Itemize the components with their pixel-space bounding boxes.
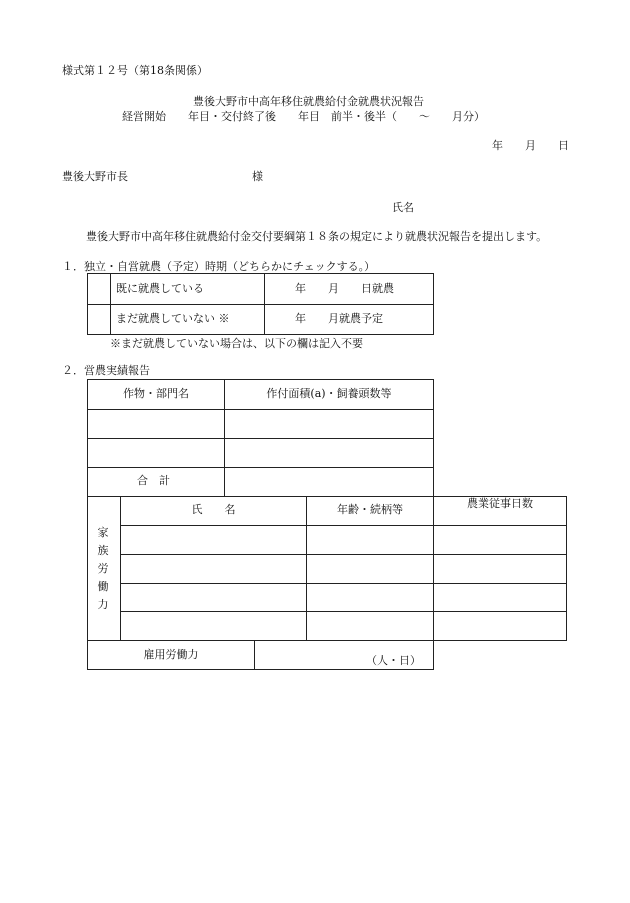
col-name-header: 氏 名: [191, 503, 236, 516]
hired-labor-label: 雇用労働力: [143, 648, 199, 661]
already-farming-label: 既に就農している: [116, 282, 204, 295]
family-days-1[interactable]: [434, 526, 566, 554]
total-input[interactable]: [225, 468, 433, 496]
family-days-2[interactable]: [434, 555, 566, 583]
checkbox-not-yet-farming[interactable]: [88, 305, 110, 334]
family-age-1[interactable]: [307, 526, 433, 554]
checkbox-already-farming[interactable]: [88, 274, 110, 304]
area-input-2[interactable]: [225, 439, 433, 467]
col-crop-header: 作物・部門名: [123, 387, 189, 400]
section2-heading: ２．営農実績報告: [62, 364, 150, 377]
family-labor-label: 家族労働力: [97, 526, 109, 611]
crop-input-1[interactable]: [88, 410, 224, 438]
crop-input-2[interactable]: [88, 439, 224, 467]
family-age-2[interactable]: [307, 555, 433, 583]
area-input-1[interactable]: [225, 410, 433, 438]
date-line: 年 月 日: [492, 139, 569, 152]
family-name-1[interactable]: [121, 526, 306, 554]
applicant-name-label: 氏名: [392, 201, 414, 214]
col-days-header: 農業従事日数: [467, 497, 533, 510]
family-days-3[interactable]: [434, 584, 566, 611]
family-name-3[interactable]: [121, 584, 306, 611]
hired-labor-unit: （人・日）: [366, 654, 421, 667]
family-name-2[interactable]: [121, 555, 306, 583]
col-area-header: 作付面積(a)・飼養頭数等: [266, 387, 392, 400]
family-age-4[interactable]: [307, 612, 433, 640]
form-number: 様式第１２号（第18条関係）: [62, 64, 208, 77]
col-age-header: 年齢・続柄等: [337, 503, 403, 516]
family-age-3[interactable]: [307, 584, 433, 611]
report-subtitle: 経営開始 年目・交付終了後 年目 前半・後半（ ～ 月分）: [122, 110, 485, 123]
section1-heading: １．独立・自営就農（予定）時期（どちらかにチェックする。）: [62, 260, 376, 273]
not-yet-farming-label: まだ就農していない ※: [116, 312, 230, 325]
addressee-mayor: 豊後大野市長: [62, 170, 128, 183]
report-title: 豊後大野市中高年移住就農給付金就農状況報告: [193, 95, 424, 108]
not-yet-farming-date: 年 月就農予定: [295, 312, 383, 325]
family-name-4[interactable]: [121, 612, 306, 640]
family-days-4[interactable]: [434, 612, 566, 640]
addressee-honorific: 様: [252, 170, 263, 183]
total-label: 合 計: [137, 474, 170, 487]
intro-paragraph: 豊後大野市中高年移住就農給付金交付要綱第１８条の規定により就農状況報告を提出します。: [86, 230, 548, 243]
section1-note: ※まだ就農していない場合は、以下の欄は記入不要: [110, 337, 363, 350]
already-farming-date: 年 月 日就農: [295, 282, 394, 295]
